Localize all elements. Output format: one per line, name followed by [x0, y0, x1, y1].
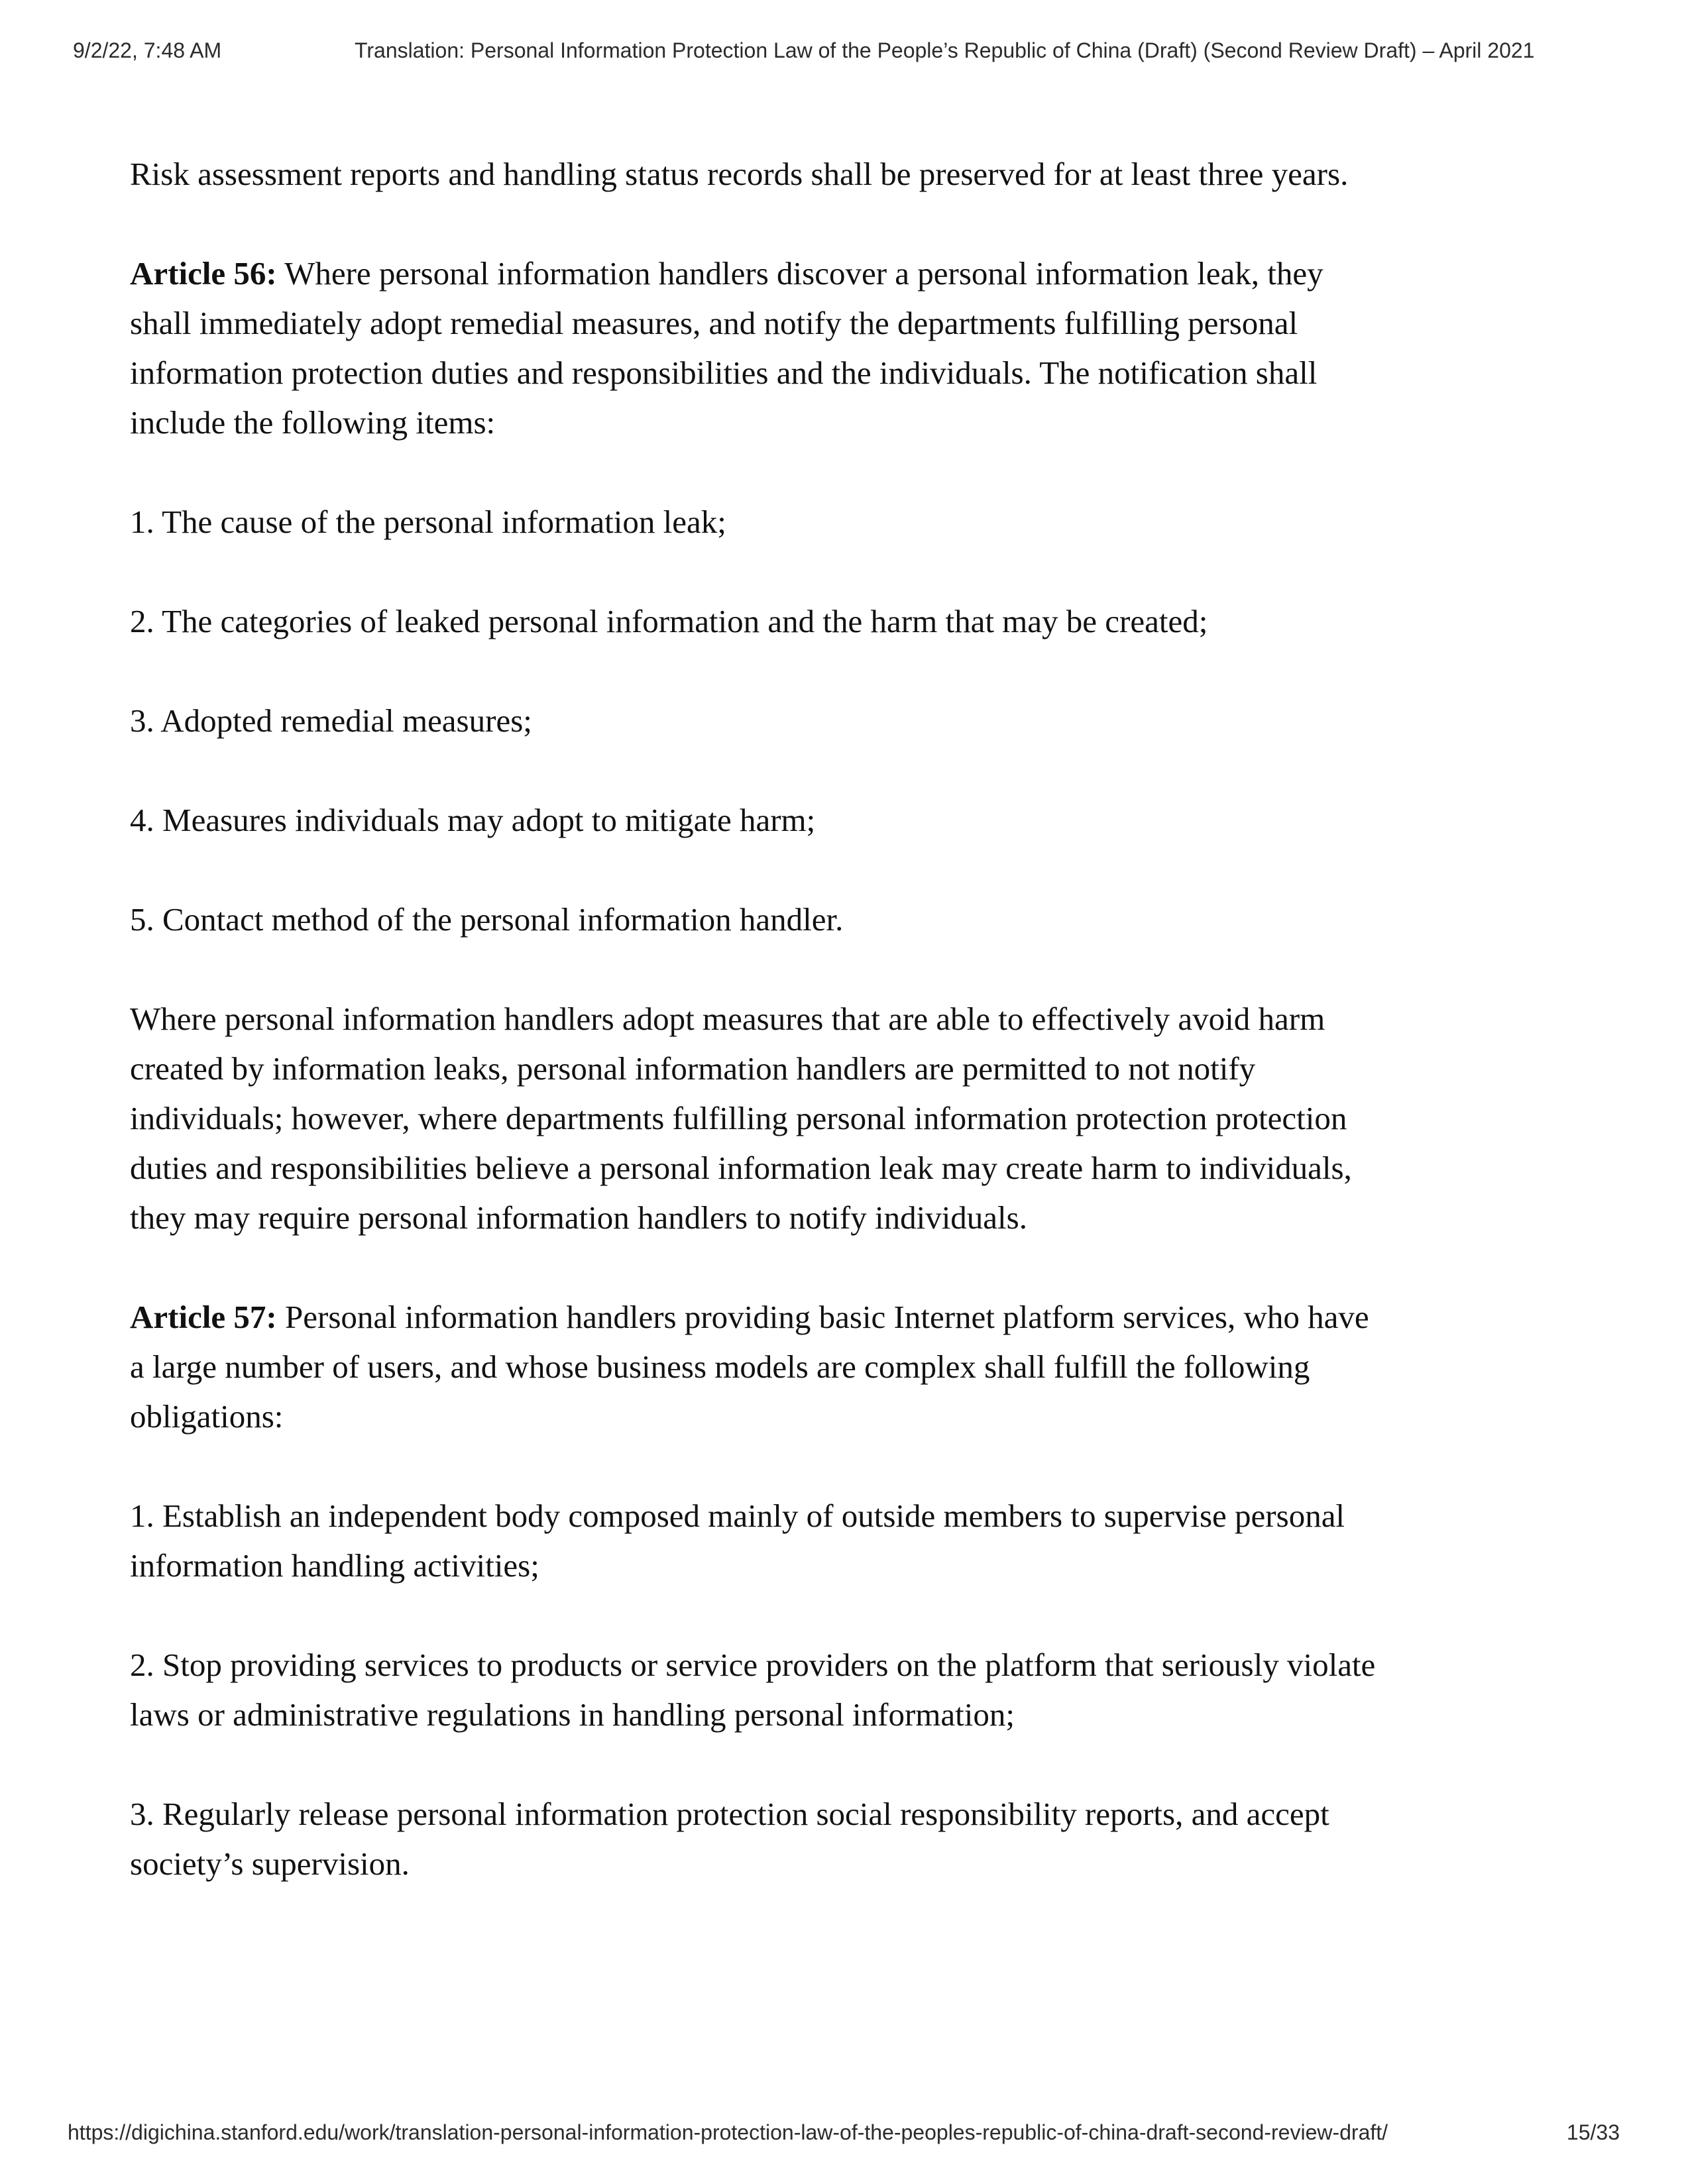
paragraph-line: shall immediately adopt remedial measures, and notify the departments fulfilling personal — [130, 305, 1298, 341]
paragraph-line: 4. Measures individuals may adopt to mitigate harm; — [130, 802, 816, 838]
paragraph-line: 2. Stop providing services to products or service providers on the platform that seriously violate — [130, 1647, 1376, 1683]
paragraph-line: information handling activities; — [130, 1547, 539, 1584]
paragraph-line: society’s supervision. — [130, 1845, 410, 1882]
paragraph-notification-exception — [130, 994, 1560, 1242]
print-header — [0, 38, 1690, 65]
list-item-56-1 — [130, 497, 1560, 547]
paragraph-line: 5. Contact method of the personal information handler. — [130, 901, 844, 938]
paragraph-risk-assessment — [130, 149, 1560, 199]
list-item-57-1 — [130, 1491, 1560, 1590]
list-item-56-5 — [130, 895, 1560, 944]
paragraph-line: 1. The cause of the personal information leak; — [130, 504, 726, 540]
print-footer — [0, 2120, 1690, 2147]
article-57-label: Article 57: — [130, 1299, 277, 1335]
paragraph-line: information protection duties and responsibilities and the individuals. The notification shall — [130, 355, 1318, 391]
list-item-56-2 — [130, 596, 1560, 646]
paragraph-line-text: Where personal information handlers discover a personal information leak, they — [276, 255, 1324, 292]
paragraph-line — [130, 248, 1560, 298]
document-body — [130, 149, 1560, 1938]
paragraph-line: include the following items: — [130, 404, 496, 441]
paragraph-line-text: Personal information handlers providing basic Internet platform services, who have — [276, 1299, 1369, 1335]
paragraph-line: laws or administrative regulations in handling personal information; — [130, 1696, 1015, 1733]
list-item-56-4 — [130, 795, 1560, 845]
paragraph-line: 3. Regularly release personal information protection social responsibility reports, and accept — [130, 1796, 1329, 1832]
footer-page-number: 15/33 — [1566, 2120, 1620, 2144]
paragraph-line: they may require personal information handlers to notify individuals. — [130, 1199, 1027, 1236]
list-item-57-2 — [130, 1640, 1560, 1739]
header-date: 9/2/22, 7:48 AM — [73, 38, 222, 62]
footer-url: https://digichina.stanford.edu/work/translation-personal-information-protection-law-of-the-peoples-republic-of-china-draft-second-review-draft/ — [68, 2120, 1388, 2144]
paragraph-line: obligations: — [130, 1398, 284, 1435]
paragraph-line: duties and responsibilities believe a personal information leak may create harm to individuals, — [130, 1150, 1352, 1186]
list-item-56-3 — [130, 696, 1560, 745]
article-56-label: Article 56: — [130, 255, 277, 292]
paragraph-line: individuals; however, where departments fulfilling personal information protection protection — [130, 1100, 1347, 1136]
header-title: Translation: Personal Information Protection Law of the People’s Republic of China (Draft) (Second Review Draft) – April 2021 — [355, 38, 1535, 62]
paragraph-article-57 — [130, 1292, 1560, 1441]
list-item-57-3 — [130, 1789, 1560, 1888]
paragraph-line: Risk assessment reports and handling status records shall be preserved for at least three years. — [130, 156, 1349, 192]
paragraph-line: Where personal information handlers adopt measures that are able to effectively avoid harm — [130, 1001, 1325, 1037]
paragraph-line: 3. Adopted remedial measures; — [130, 702, 532, 739]
paragraph-line: 1. Establish an independent body composed mainly of outside members to supervise personal — [130, 1498, 1345, 1534]
paragraph-line — [130, 1292, 1560, 1342]
paragraph-line: created by information leaks, personal information handlers are permitted to not notify — [130, 1050, 1256, 1087]
paragraph-line: a large number of users, and whose business models are complex shall fulfill the following — [130, 1348, 1310, 1385]
paragraph-line: 2. The categories of leaked personal information and the harm that may be created; — [130, 603, 1208, 639]
paragraph-article-56 — [130, 248, 1560, 447]
